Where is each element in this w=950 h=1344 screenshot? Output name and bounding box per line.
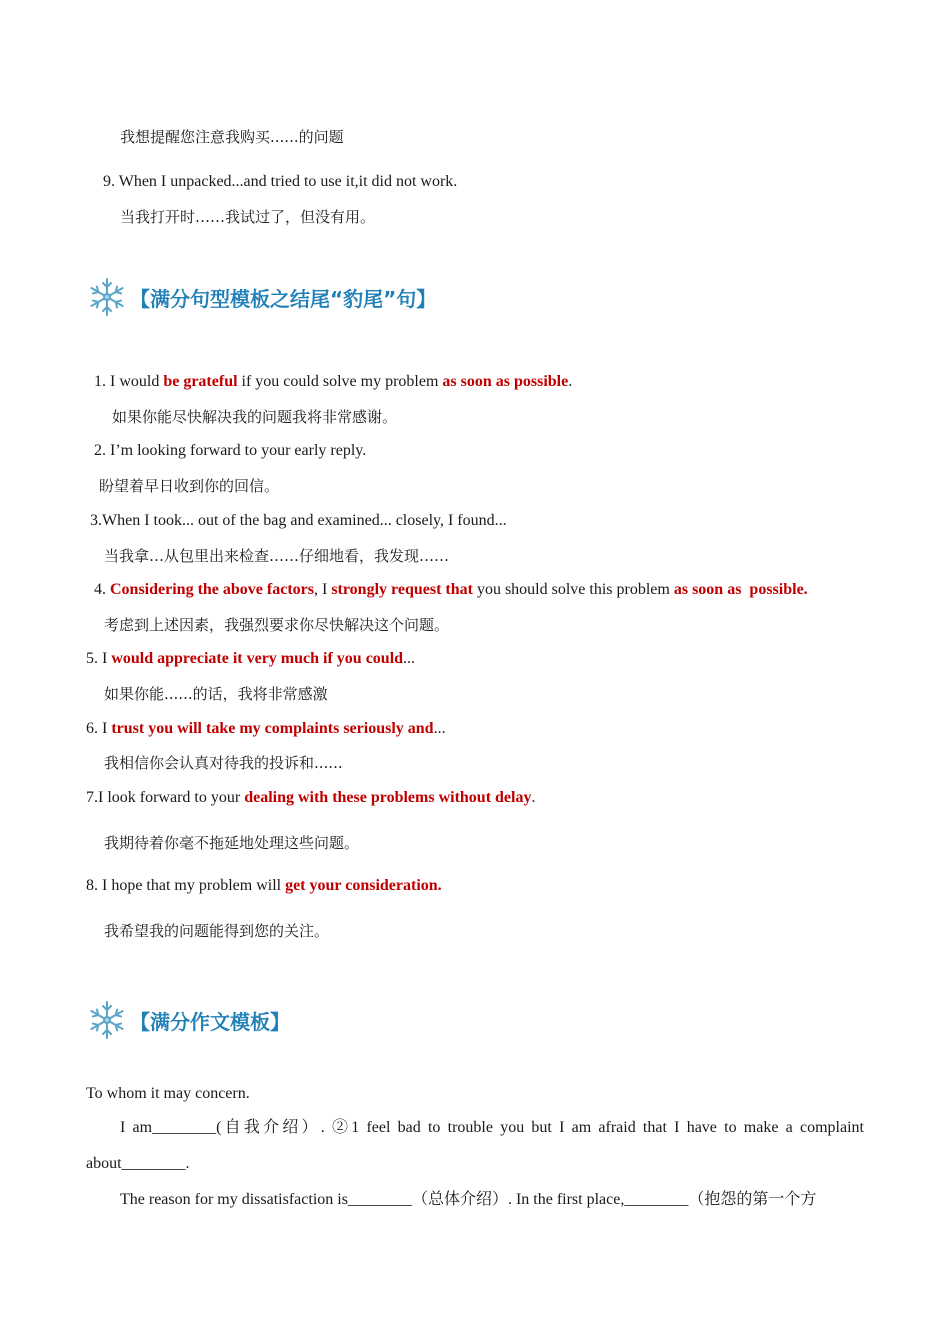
cn-translation-1: 如果你能尽快解决我的问题我将非常感谢。 [112,408,398,426]
sentence-5: 5. I would appreciate it very much if you could... [86,650,416,667]
cn-translation-6: 我相信你会认真对待我的投诉和...... [104,754,343,772]
template-paragraph-2: The reason for my dissatisfaction is________（总体介绍）. In the first place,________（抱怨的第一个方 [120,1191,817,1208]
section-title: 【满分作文模板】 [130,1009,290,1034]
section-heading-ending [86,275,436,319]
sentence-3: 3.When I took... out of the bag and examined... closely, I found... [90,512,507,529]
cn-translation-8b: 我希望我的问题能得到您的关注。 [104,922,330,940]
sentence-6: 6. I trust you will take my complaints seriously and... [86,720,446,737]
sentence-1: 1. I would be grateful if you could solve my problem as soon as possible. [94,373,573,390]
sentence-4: 4. Considering the above factors, I strongly request that you should solve this problem as soon as possible. [94,581,808,598]
cn-translation-5: 如果你能......的话，我将非常感激 [104,685,328,703]
sentence-9: 9. When I unpacked...and tried to use it,it did not work. [103,173,458,190]
section-title: 【满分句型模板之结尾“豹尾”句】 [130,286,437,311]
snowflake-icon [86,276,128,318]
sentence-7: 7.I look forward to your dealing with these problems without delay. [86,789,536,806]
cn-translation-7: 我期待着你毫不拖延地处理这些问题。 [104,834,360,852]
cn-translation-4: 考虑到上述因素，我强烈要求你尽快解决这个问题。 [104,616,450,634]
greeting: To whom it may concern. [86,1085,250,1102]
cn-translation-8: 我想提醒您注意我购买......的问题 [120,128,344,146]
cn-translation-9: 当我打开时……我试过了，但没有用。 [120,208,376,226]
cn-translation-3: 当我拿…从包里出来检查……仔细地看，我发现…… [104,547,450,565]
sentence-2: 2. I’m looking forward to your early reply. [94,442,367,459]
template-paragraph-1: I am________(自我介绍）. ②1 feel bad to trouble you but I am afraid that I have to make a complaint about________. [86,1119,864,1172]
section-heading-template [86,998,290,1042]
cn-translation-2: 盼望着早日收到你的回信。 [99,477,280,495]
sentence-8: 8. I hope that my problem will get your consideration. [86,877,442,894]
snowflake-icon [86,999,128,1041]
